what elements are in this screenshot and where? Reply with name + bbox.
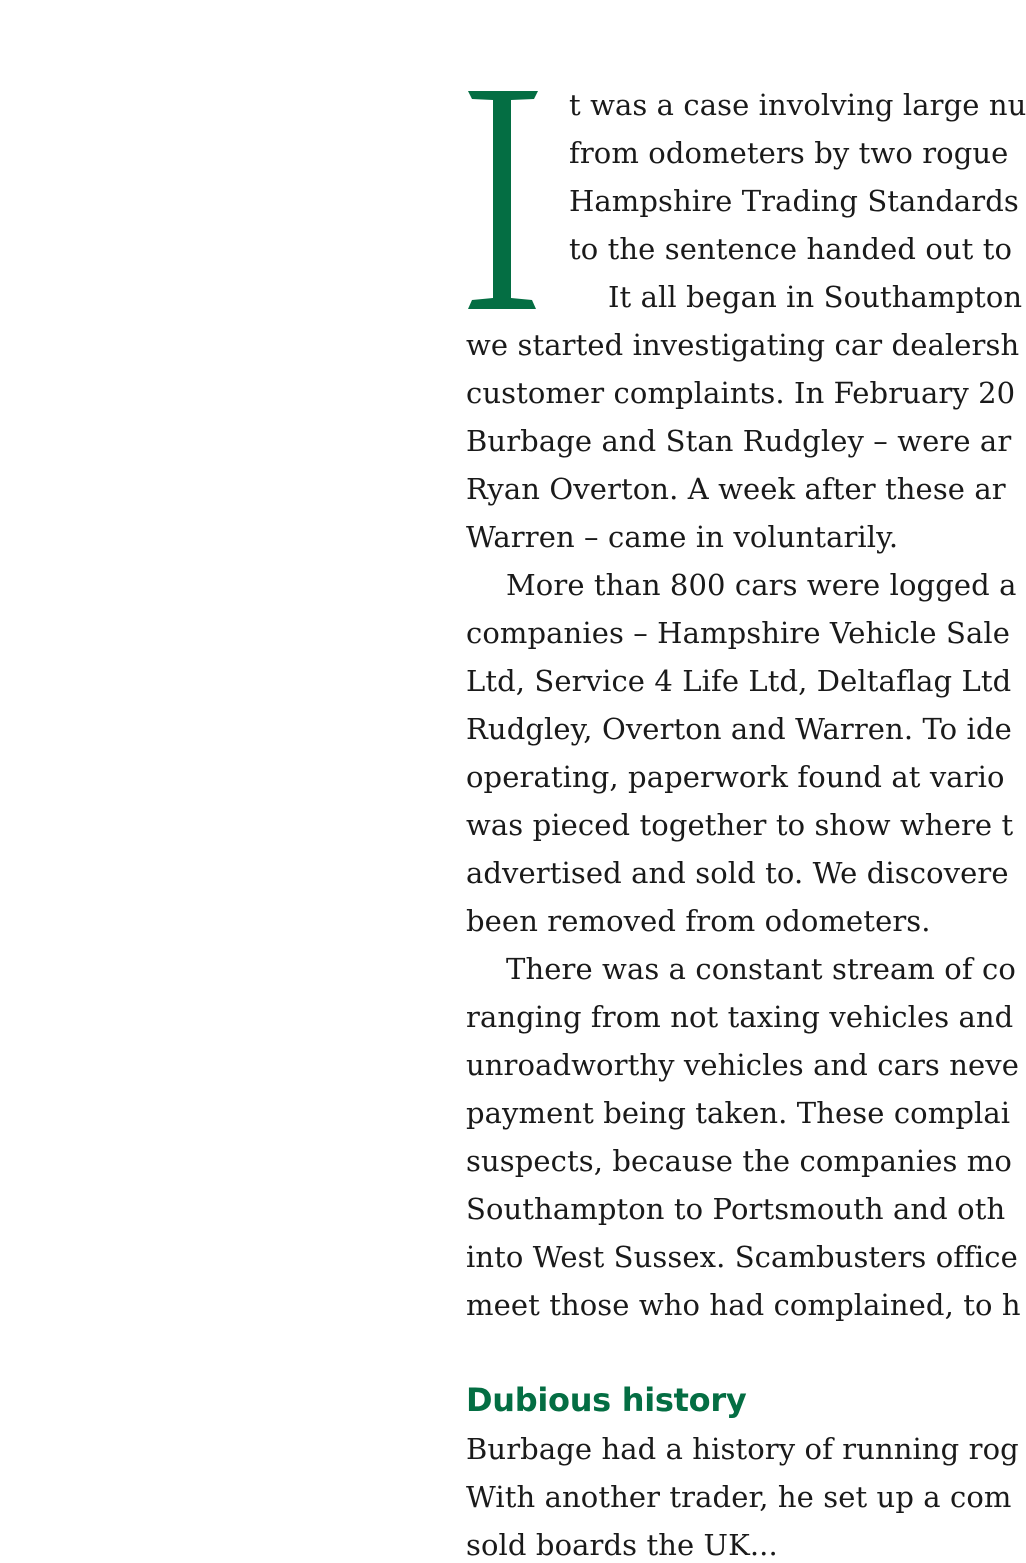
body-line: sold boards the UK... (466, 1528, 778, 1562)
body-line: Southampton to Portsmouth and oth (466, 1192, 1006, 1226)
body-line: Warren – came in voluntarily. (466, 520, 899, 554)
body-line: to the sentence handed out to (569, 232, 1013, 266)
body-line: was pieced together to show where t (466, 808, 1014, 842)
body-line: Ltd, Service 4 Life Ltd, Deltaflag Ltd (466, 664, 1012, 698)
body-line: Rudgley, Overton and Warren. To ide (466, 712, 1012, 746)
body-line: More than 800 cars were logged a (506, 568, 1017, 602)
body-line: There was a constant stream of co (506, 952, 1016, 986)
body-line: unroadworthy vehicles and cars neve (466, 1048, 1020, 1082)
body-line: Ryan Overton. A week after these ar (466, 472, 1006, 506)
body-line: advertised and sold to. We discovere (466, 856, 1009, 890)
body-line: Hampshire Trading Standards (569, 184, 1019, 218)
body-line: Burbage and Stan Rudgley – were ar (466, 424, 1012, 458)
body-line: It all began in Southampton (608, 280, 1023, 314)
body-line: companies – Hampshire Vehicle Sale (466, 616, 1010, 650)
body-line: With another trader, he set up a com (466, 1480, 1012, 1514)
body-line: been removed from odometers. (466, 904, 931, 938)
section-heading: Dubious history (466, 1381, 747, 1419)
body-line: meet those who had complained, to h (466, 1288, 1021, 1322)
drop-cap-letter (466, 91, 540, 311)
body-line: customer complaints. In February 20 (466, 376, 1016, 410)
body-line: t was a case involving large nu (569, 88, 1026, 122)
body-line: payment being taken. These complai (466, 1096, 1011, 1130)
body-line: into West Sussex. Scambusters office (466, 1240, 1018, 1274)
body-line: we started investigating car dealersh (466, 328, 1020, 362)
body-line: from odometers by two rogue (569, 136, 1009, 170)
body-line: Burbage had a history of running rog (466, 1432, 1019, 1466)
body-line: suspects, because the companies mo (466, 1144, 1012, 1178)
body-line: operating, paperwork found at vario (466, 760, 1005, 794)
body-line: ranging from not taxing vehicles and (466, 1000, 1014, 1034)
